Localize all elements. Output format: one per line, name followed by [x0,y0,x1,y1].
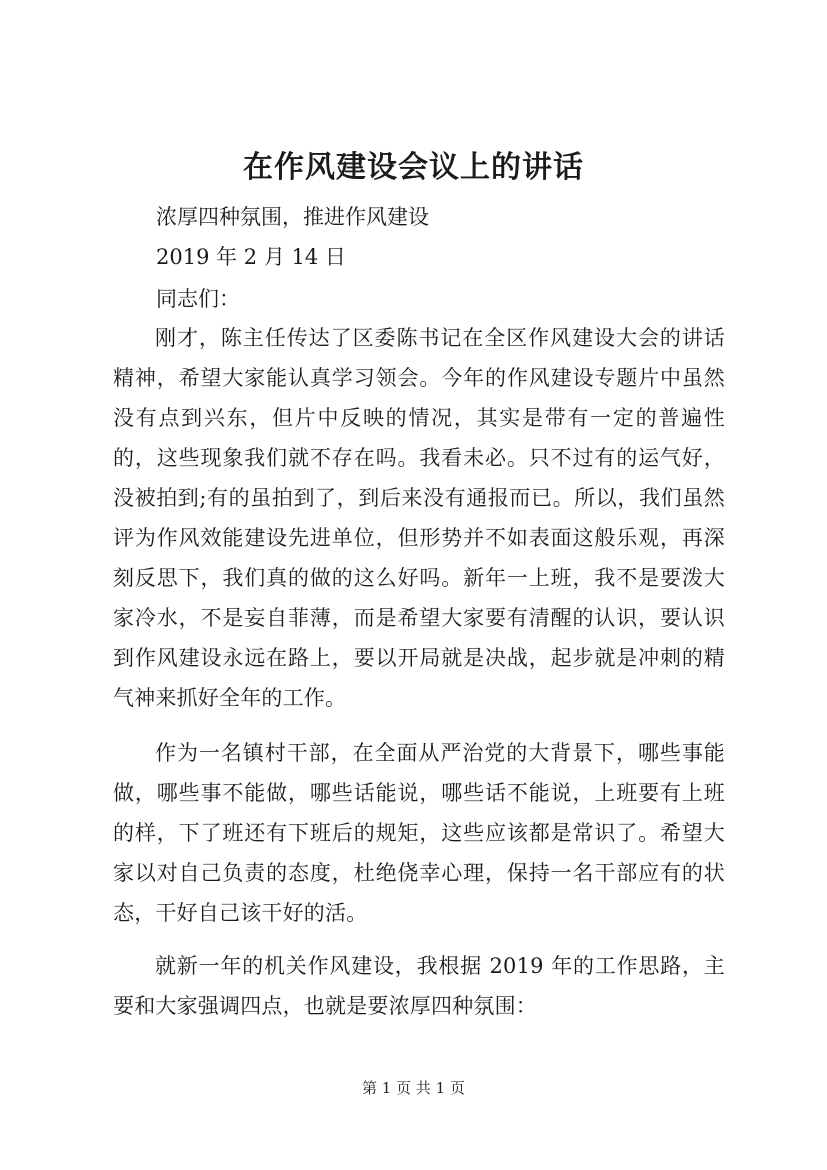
document-subtitle: 浓厚四种氛围，推进作风建设 [156,205,429,229]
page-footer [0,1077,827,1099]
salutation: 同志们： [156,287,240,311]
body-paragraph-3: 就新一年的机关作风建设，我根据 2019 年的工作思路，主要和大家强调四点，也就是要浓厚四种氛围： [113,954,725,1018]
document-title: 在作风建设会议上的讲话 [243,150,584,185]
page-number-label: 第 1 页 共 1 页 [362,1079,465,1097]
body-paragraph-2: 作为一名镇村干部，在全面从严治党的大背景下，哪些事能做，哪些事不能做，哪些话能说，哪些话不能说，上班要有上班的样，下了班还有下班后的规矩，这些应该都是常识了。希望大家以对自己负责的态度，杜绝侥幸心理，保持一名干部应有的状态，干好自己该干好的活。 [113,741,725,925]
body-paragraph-1: 刚才，陈主任传达了区委陈书记在全区作风建设大会的讲话精神，希望大家能认真学习领会。今年的作风建设专题片中虽然没有点到兴东，但片中反映的情况，其实是带有一定的普遍性的，这些现象我们就不存在吗。我看未必。只不过有的运气好，没被拍到;有的虽拍到了，到后来没有通报而已。所以，我们虽然评为作风效能建设先进单位，但形势并不如表面这般乐观，再深刻反思下，我们真的做的这么好吗。新年一上班，我不是要泼大家冷水，不是妄自菲薄，而是希望大家要有清醒的认识，要认识到作风建设永远在路上，要以开局就是决战，起步就是冲刺的精气神来抓好全年的工作。 [113,326,725,710]
document-date: 2019 年 2 月 14 日 [156,245,346,269]
